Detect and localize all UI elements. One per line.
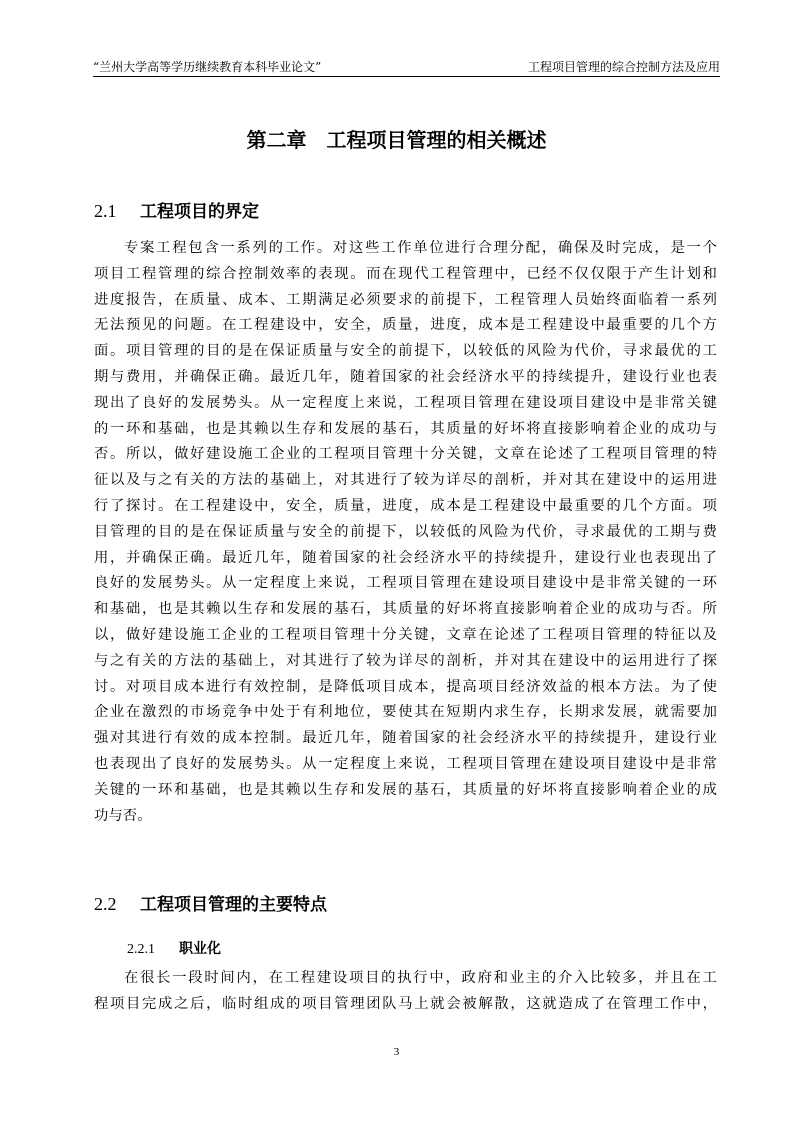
paragraph-2 bbox=[94, 966, 717, 1018]
subsection-title: 职业化 bbox=[179, 941, 221, 957]
paragraph-1 bbox=[94, 236, 717, 829]
section-title: 工程项目的界定 bbox=[140, 202, 259, 222]
text-line: 程项目完成之后，临时组成的项目管理团队马上就会被解散，这就造成了在管理工作中， bbox=[94, 995, 717, 1012]
text-line: 否。所以，做好建设施工企业的工程项目管理十分关键，文章在论述了工程项目管理的特 bbox=[94, 446, 717, 463]
text-line: 期与费用，并确保正确。最近几年，随着国家的社会经济水平的持续提升，建设行业也表 bbox=[94, 368, 717, 385]
section-2-2-heading bbox=[94, 890, 327, 915]
header-left: “兰州大学高等学历继续教育本科毕业论文” bbox=[93, 60, 322, 74]
section-number: 2.2 bbox=[94, 894, 117, 914]
header-right: 工程项目管理的综合控制方法及应用 bbox=[527, 60, 720, 74]
page-header bbox=[93, 56, 720, 77]
text-line: 征以及与之有关的方法的基础上，对其进行了较为详尽的剖析，并对其在建设中的运用进 bbox=[94, 472, 717, 489]
text-line: 项目工程管理的综合控制效率的表现。而在现代工程管理中，已经不仅仅限于产生计划和 bbox=[94, 265, 717, 282]
text-line: 在很长一段时间内，在工程建设项目的执行中，政府和业主的介入比较多，并且在工 bbox=[124, 970, 717, 986]
text-line: 用，并确保正确。最近几年，随着国家的社会经济水平的持续提升，建设行业也表现出了 bbox=[94, 549, 717, 566]
text-line: 强对其进行有效的成本控制。最近几年，随着国家的社会经济水平的持续提升，建设行业 bbox=[94, 730, 717, 747]
subsection-number: 2.2.1 bbox=[127, 942, 155, 957]
text-line: 与之有关的方法的基础上，对其进行了较为详尽的剖析，并对其在建设中的运用进行了探 bbox=[94, 652, 717, 669]
text-line: 也表现出了良好的发展势头。从一定程度上来说，工程项目管理在建设项目建设中是非常 bbox=[94, 755, 717, 772]
text-line: 面。项目管理的目的是在保证质量与安全的前提下，以较低的风险为代价，寻求最优的工 bbox=[94, 343, 717, 360]
section-2-1-heading bbox=[94, 197, 259, 222]
text-line: 的一环和基础，也是其赖以生存和发展的基石，其质量的好坏将直接影响着企业的成功与 bbox=[94, 420, 717, 437]
text-line: 讨。对项目成本进行有效控制，是降低项目成本，提高项目经济效益的根本方法。为了使 bbox=[94, 678, 717, 695]
section-2-2-1-heading bbox=[127, 938, 221, 958]
page-number: 3 bbox=[393, 1046, 400, 1058]
text-line: 行了探讨。在工程建设中，安全，质量，进度，成本是工程建设中最重要的几个方面。项 bbox=[94, 497, 717, 514]
text-line: 良好的发展势头。从一定程度上来说，工程项目管理在建设项目建设中是非常关键的一环 bbox=[94, 575, 717, 592]
chapter-title: 第二章 工程项目管理的相关概述 bbox=[246, 128, 547, 152]
section-number: 2.1 bbox=[94, 201, 117, 221]
text-line: 目管理的目的是在保证质量与安全的前提下，以较低的风险为代价，寻求最优的工期与费 bbox=[94, 523, 717, 540]
text-line: 企业在激烈的市场竞争中处于有利地位，要使其在短期内求生存，长期求发展，就需要加 bbox=[94, 704, 717, 721]
text-line: 专案工程包含一系列的工作。对这些工作单位进行合理分配，确保及时完成，是一个 bbox=[124, 240, 717, 256]
text-line: 现出了良好的发展势头。从一定程度上来说，工程项目管理在建设项目建设中是非常关键 bbox=[94, 394, 717, 411]
text-line: 功与否。 bbox=[94, 807, 152, 824]
section-title: 工程项目管理的主要特点 bbox=[140, 895, 327, 915]
text-line: 以，做好建设施工企业的工程项目管理十分关键，文章在论述了工程项目管理的特征以及 bbox=[94, 626, 717, 643]
text-line: 无法预见的问题。在工程建设中，安全，质量，进度，成本是工程建设中最重要的几个方 bbox=[94, 317, 717, 334]
text-line: 和基础，也是其赖以生存和发展的基石，其质量的好坏将直接影响着企业的成功与否。所 bbox=[94, 601, 717, 618]
text-line: 进度报告，在质量、成本、工期满足必须要求的前提下，工程管理人员始终面临着一系列 bbox=[94, 291, 717, 308]
text-line: 关键的一环和基础，也是其赖以生存和发展的基石，其质量的好坏将直接影响着企业的成 bbox=[94, 781, 717, 798]
